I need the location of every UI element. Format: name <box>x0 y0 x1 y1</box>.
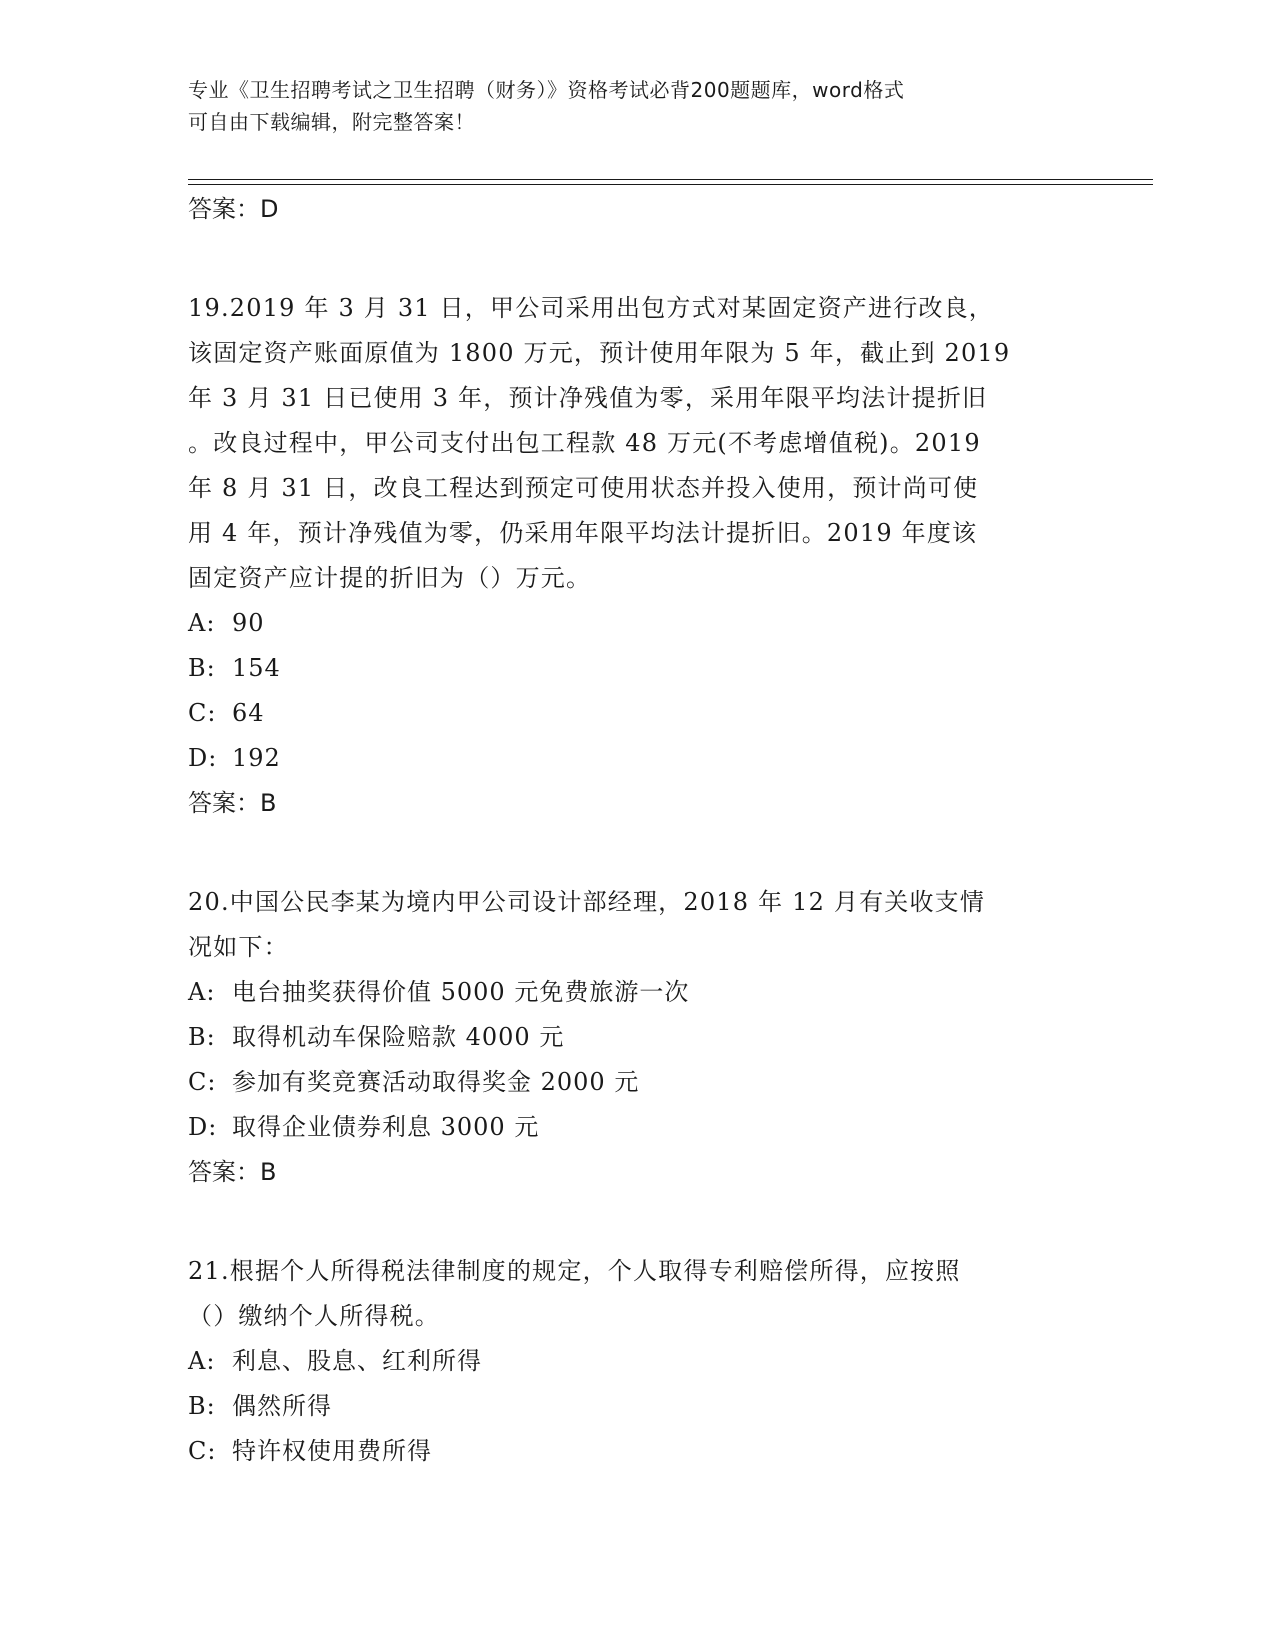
option-key: D: <box>188 744 218 772</box>
answer: 答案：B <box>188 1158 277 1186</box>
option-text: 特许权使用费所得 <box>232 1437 432 1465</box>
option-key: B: <box>188 1023 216 1051</box>
option-key: C: <box>188 1437 217 1465</box>
question-line: 况如下： <box>188 933 289 961</box>
option-key: B: <box>188 654 216 682</box>
question-line: 年 3 月 31 日已使用 3 年，预计净残值为零，采用年限平均法计提折旧 <box>188 384 988 412</box>
spacer <box>188 826 1088 880</box>
option-b <box>188 646 1088 691</box>
option-text: 偶然所得 <box>232 1392 332 1420</box>
option-key: B: <box>188 1392 216 1420</box>
prev-answer: 答案：D <box>188 195 279 223</box>
question-21 <box>188 1249 1088 1474</box>
option-a <box>188 601 1088 646</box>
option-c <box>188 1060 1088 1105</box>
option-key: C: <box>188 699 217 727</box>
option-text: 利息、股息、红利所得 <box>232 1347 482 1375</box>
option-c <box>188 1429 1088 1474</box>
question-line: 年 8 月 31 日，改良工程达到预定可使用状态并投入使用，预计尚可使 <box>188 474 979 502</box>
question-line: 固定资产应计提的折旧为（）万元。 <box>188 564 592 592</box>
option-key: D: <box>188 1113 218 1141</box>
option-key: A: <box>188 609 216 637</box>
option-text: 取得机动车保险赔款 4000 元 <box>232 1023 565 1051</box>
question-20 <box>188 880 1088 1195</box>
question-line: 20.中国公民李某为境内甲公司设计部经理，2018 年 12 月有关收支情 <box>188 888 986 916</box>
option-c <box>188 691 1088 736</box>
question-line: 21.根据个人所得税法律制度的规定，个人取得专利赔偿所得，应按照 <box>188 1257 961 1285</box>
page-header <box>188 74 1068 138</box>
option-a <box>188 970 1088 1015</box>
option-text: 154 <box>232 654 281 682</box>
option-d <box>188 1105 1088 1150</box>
option-text: 90 <box>232 609 265 637</box>
option-key: A: <box>188 1347 216 1375</box>
spacer <box>188 1195 1088 1249</box>
question-line: 用 4 年，预计净残值为零，仍采用年限平均法计提折旧。2019 年度该 <box>188 519 978 547</box>
header-rule-bottom <box>188 184 1153 185</box>
question-line: 该固定资产账面原值为 1800 万元，预计使用年限为 5 年，截止到 2019 <box>188 339 1011 367</box>
option-text: 取得企业债券利息 3000 元 <box>232 1113 540 1141</box>
question-line: 19.2019 年 3 月 31 日，甲公司采用出包方式对某固定资产进行改良， <box>188 294 994 322</box>
header-line-1: 专业《卫生招聘考试之卫生招聘（财务）》资格考试必背200题题库，word格式 <box>188 78 905 102</box>
document-body <box>188 187 1088 1474</box>
option-a <box>188 1339 1088 1384</box>
option-key: A: <box>188 978 216 1006</box>
question-line: （）缴纳个人所得税。 <box>188 1302 440 1330</box>
option-text: 电台抽奖获得价值 5000 元免费旅游一次 <box>232 978 690 1006</box>
option-b <box>188 1015 1088 1060</box>
option-key: C: <box>188 1068 217 1096</box>
option-b <box>188 1384 1088 1429</box>
option-text: 参加有奖竞赛活动取得奖金 2000 元 <box>232 1068 640 1096</box>
question-19 <box>188 286 1088 826</box>
option-text: 64 <box>232 699 265 727</box>
answer: 答案：B <box>188 789 277 817</box>
option-d <box>188 736 1088 781</box>
spacer <box>188 232 1088 286</box>
header-line-2: 可自由下载编辑，附完整答案！ <box>188 110 475 134</box>
option-text: 192 <box>232 744 281 772</box>
question-line: 。改良过程中，甲公司支付出包工程款 48 万元(不考虑增值税)。2019 <box>188 429 981 457</box>
header-rule-top <box>188 179 1153 180</box>
